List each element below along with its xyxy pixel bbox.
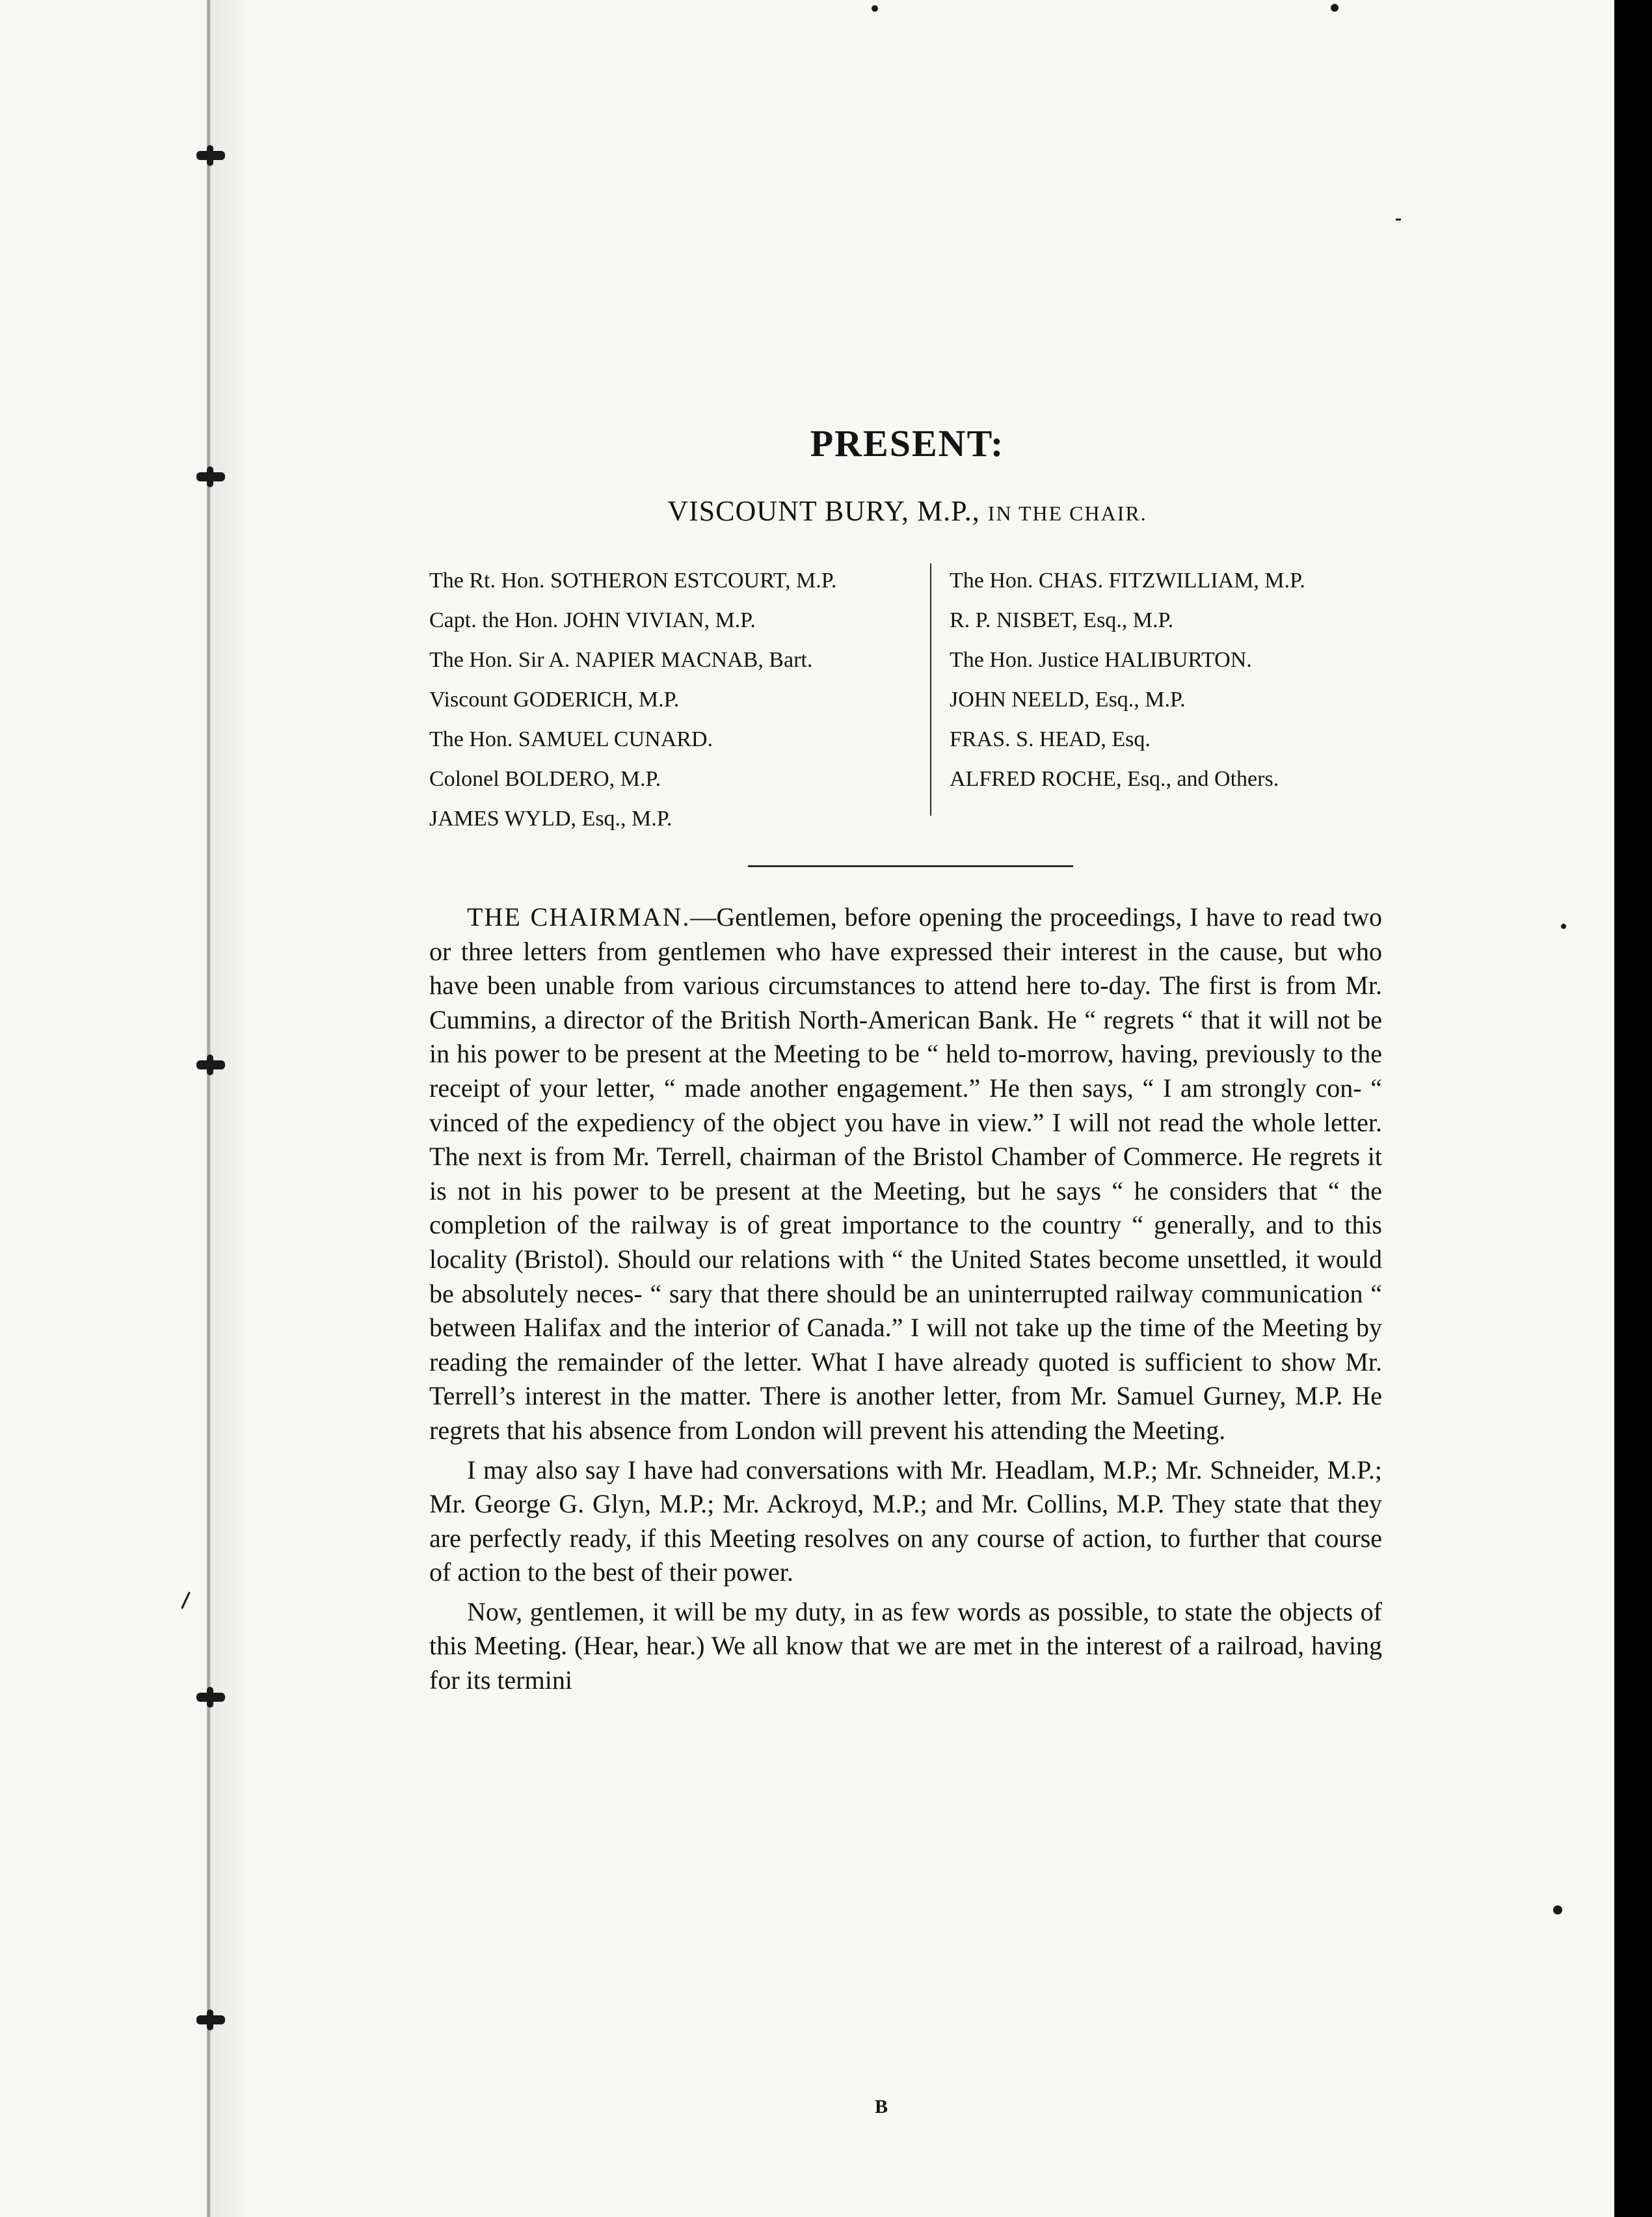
column-divider (930, 563, 931, 816)
section-rule (748, 865, 1073, 867)
scan-mark (1396, 219, 1401, 221)
member-name: The Hon. SAMUEL CUNARD. (429, 727, 713, 751)
member-name: ALFRED ROCHE, Esq., and Others. (950, 767, 1279, 791)
binding-stitch (196, 2015, 225, 2024)
member-name: JAMES WYLD, Esq., M.P. (429, 807, 673, 831)
page-heading: PRESENT: (810, 422, 1005, 464)
member-name: The Hon. CHAS. FITZWILLIAM, M.P. (950, 569, 1305, 593)
member-name: R. P. NISBET, Esq., M.P. (950, 608, 1174, 632)
scan-speck (1331, 4, 1339, 12)
paragraph: I may also say I have had conversations with Mr. Headlam, M.P.; Mr. Schneider, M.P.; Mr. George G. Glyn, M.P.; Mr. Ackroyd, M.P.; and Mr. Collins, M.P. They state that they are perfectly ready, if this Meeting resolves on any course of action, to further that course of action to the best of their power. (429, 1455, 1382, 1587)
chair-line (429, 494, 1385, 528)
member-name: The Rt. Hon. SOTHERON ESTCOURT, M.P. (429, 569, 837, 593)
member-name: The Hon. Justice HALIBURTON. (950, 648, 1252, 672)
member-name: FRAS. S. HEAD, Esq. (950, 727, 1151, 751)
fold-shadow (211, 0, 250, 2217)
members-list-right (950, 561, 1457, 847)
chair-name: VISCOUNT BURY, M.P., (667, 495, 980, 527)
paragraph-text: —Gentlemen, before opening the proceedings, I have to read two or three letters from gentlemen who have expressed their interest in the cause, but who have been unable from various circumstances to attend here to-day. The first is from Mr. Cummins, a director of the British North-American Bank. He “ regrets “ that it will not be in his power to be present at the Meeting to be “ held to-morrow, having, previously to the receipt of your letter, “ made another engagement.” He then says, “ I am strongly con- “ vinced of the expediency of the object you have in view.” I will not read the whole letter. The next is from Mr. Terrell, chairman of the Bristol Chamber of Commerce. He regrets it is not in his power to be present at the Meeting, but he says “ he considers that “ the completion of the railway is of great importance to the country “ generally, and to this locality (Bristol). Should our relations with “ the United States become unsettled, it would be absolutely neces- “ sary that there should be an uninterrupted railway communication “ between Halifax and the interior of Canada.” I will not take up the time of the Meeting by reading the remainder of the letter. What I have already quoted is sufficient to show Mr. Terrell’s interest in the matter. There is another letter, from Mr. Samuel Gurney, M.P. He regrets that his absence from London will prevent his attending the Meeting. (429, 902, 1383, 1445)
binding-stitch (196, 472, 225, 481)
binding-stitch (196, 151, 225, 160)
scan-speck (1561, 924, 1566, 929)
member-name: The Hon. Sir A. NAPIER MACNAB, Bart. (429, 648, 813, 672)
binding-stitch (196, 1060, 225, 1069)
paragraph: Now, gentlemen, it will be my duty, in as few words as possible, to state the objects of this Meeting. (Hear, hear.) We all know that we are met in the interest of a railroad, having for its termini (429, 1596, 1382, 1695)
member-name: Colonel BOLDERO, M.P. (429, 767, 661, 791)
scan-speck (1553, 1905, 1562, 1915)
binding-stitch (196, 1693, 225, 1702)
member-name: JOHN NEELD, Esq., M.P. (950, 688, 1186, 712)
body-text (429, 900, 1382, 1703)
member-name: Capt. the Hon. JOHN VIVIAN, M.P. (429, 608, 756, 632)
paragraph (429, 900, 1382, 1448)
member-name: Viscount GODERICH, M.P. (429, 688, 680, 712)
scan-speck (872, 5, 878, 12)
members-list-left (429, 561, 930, 847)
signature-mark: B (874, 2096, 888, 2117)
speaker-label: THE CHAIRMAN. (467, 902, 691, 932)
scan-mark (181, 1592, 191, 1609)
chair-suffix: IN THE CHAIR. (987, 502, 1147, 525)
